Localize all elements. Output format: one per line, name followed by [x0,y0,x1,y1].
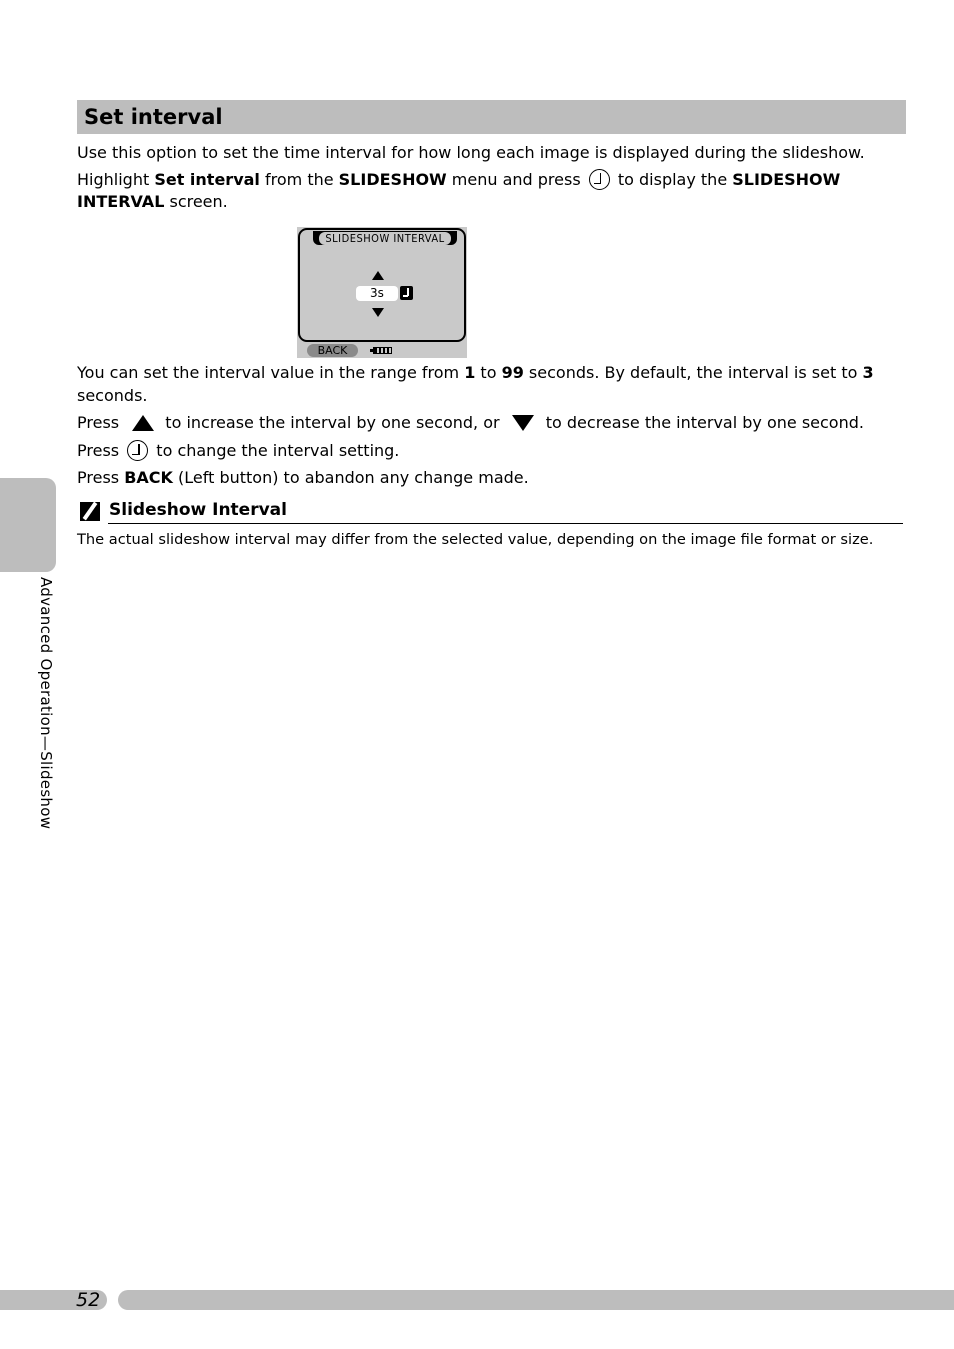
battery-icon [373,347,392,354]
page-number: 52 [76,1289,101,1311]
range-line-1: You can set the interval value in the range from 1 to 99 seconds. By default, the interval is set to 3 [77,363,874,382]
ok-icon [400,286,413,300]
interval-value: 3s [356,286,398,301]
side-tab-label: Advanced Operation—Slideshow [37,577,55,830]
press-back-line: Press BACK (Left button) to abandon any change made. [77,468,529,487]
note-divider [108,523,903,524]
range-line-2: seconds. [77,386,148,405]
intro-line-2: Highlight Set interval from the SLIDESHOW menu and press to display the SLIDESHOW [77,170,841,189]
note-title: Slideshow Interval [109,500,287,520]
back-label: BACK [307,344,358,357]
camera-lcd-screen [297,227,467,358]
intro-line-1: Use this option to set the time interval for how long each image is displayed during the slideshow. [77,143,865,162]
down-arrow-icon [372,308,384,317]
ok-button-icon [127,440,148,461]
press-up-down-line: Press to increase the interval by one second, or to decrease the interval by one second. [77,413,864,432]
press-ok-line: Press to change the interval setting. [77,441,400,460]
note-text: The actual slideshow interval may differ from the selected value, depending on the image file format or size. [77,531,874,548]
intro-line-3: INTERVAL screen. [77,192,228,211]
footer-page-tab [0,1290,107,1310]
up-arrow-icon [372,271,384,280]
side-tab [0,478,56,572]
section-title: Set interval [84,105,223,129]
section-header-bar [77,100,906,134]
up-arrow-icon [132,415,154,431]
footer-bar [118,1290,954,1310]
lcd-title: SLIDESHOW INTERVAL [319,232,450,245]
ok-button-icon [589,169,610,190]
pencil-note-icon [80,502,100,521]
down-arrow-icon [512,415,534,431]
lcd-title-bar [313,231,457,245]
lcd-frame [298,228,466,342]
